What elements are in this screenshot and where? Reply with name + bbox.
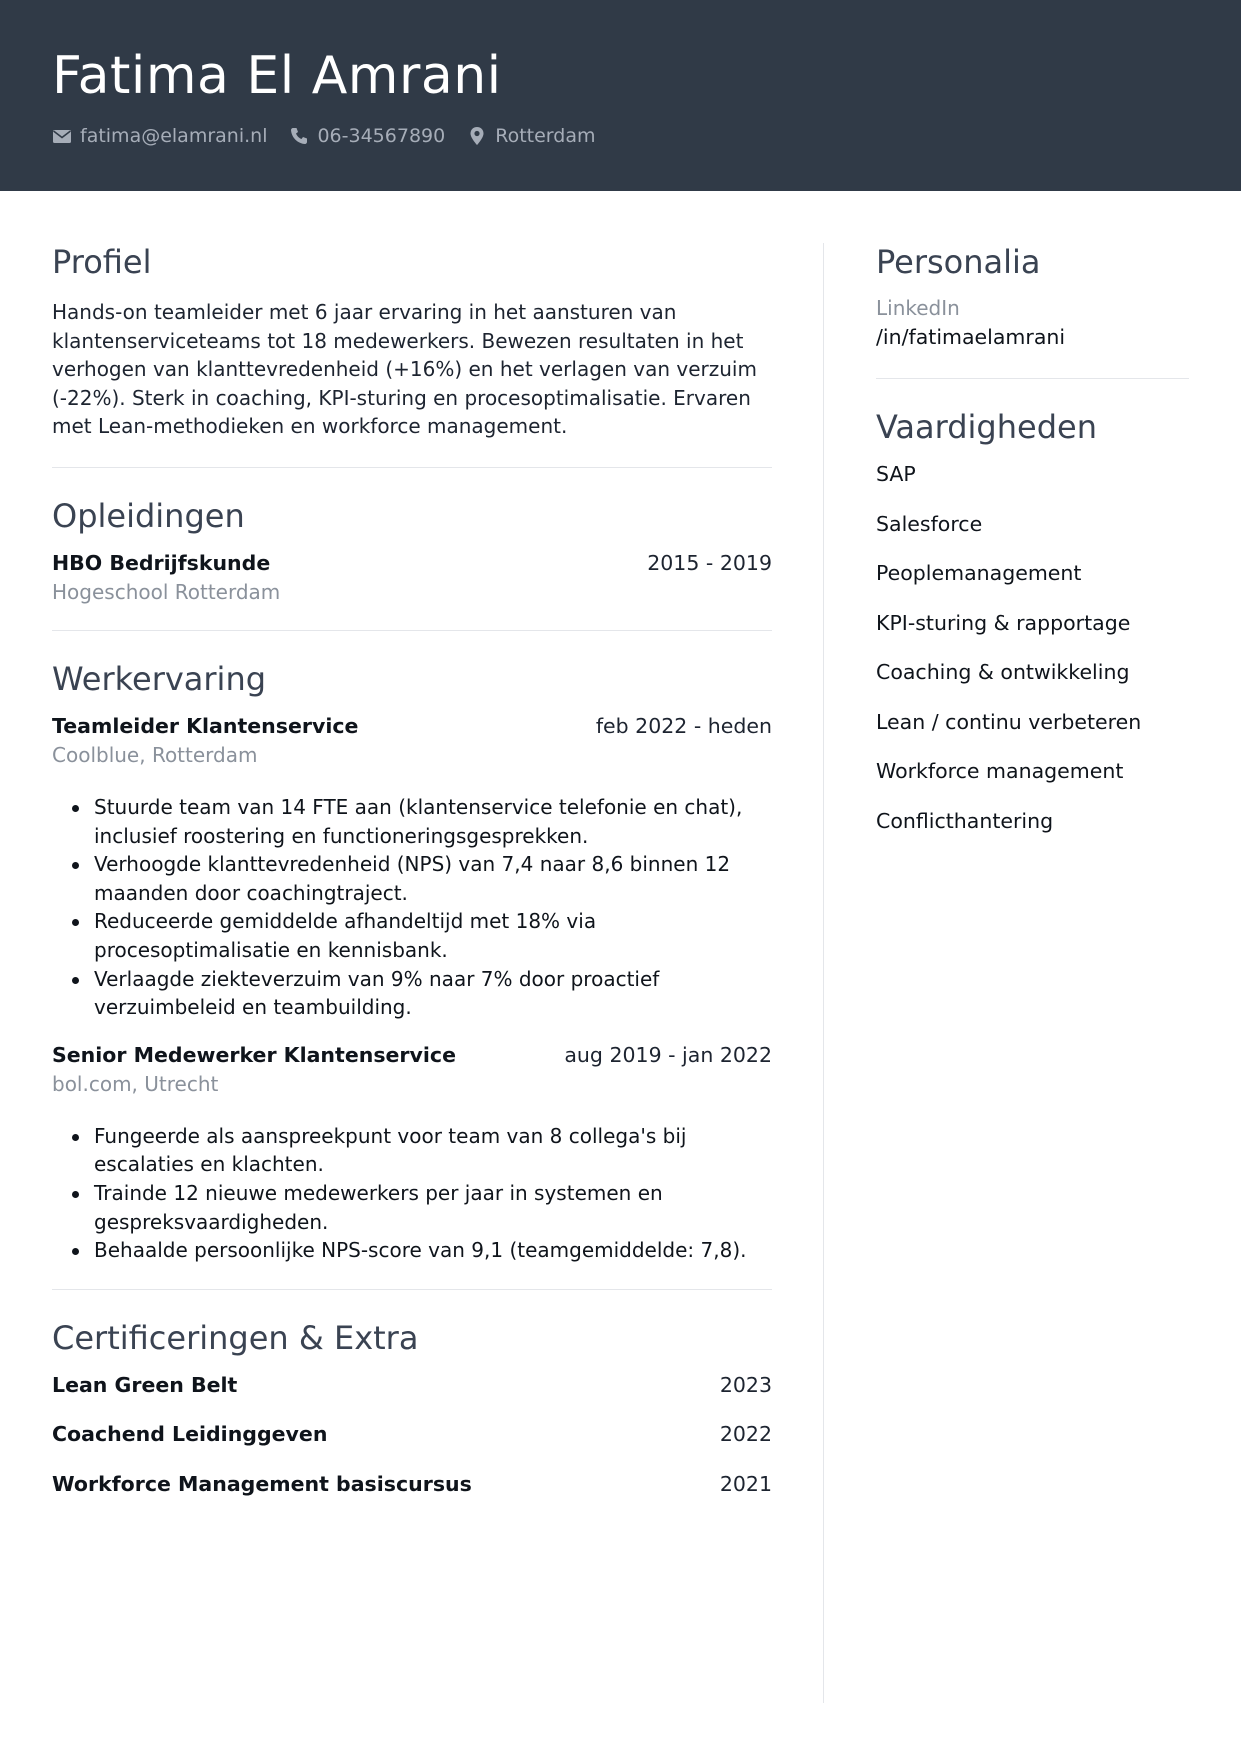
phone-icon xyxy=(289,126,309,146)
skill-item: Workforce management xyxy=(876,759,1124,783)
list-item: Verhoogde klanttevredenheid (NPS) van 7,4 naar 8,6 binnen 12 maanden door coachingtraject. xyxy=(94,850,772,907)
list-item: Stuurde team van 14 FTE aan (klantenservice telefonie en chat), inclusief roostering en functioneringsgesprekken. xyxy=(94,793,772,850)
skills-section xyxy=(876,405,1189,855)
experience-entry xyxy=(52,1040,772,1265)
skills-list xyxy=(876,459,1189,855)
profile-title: Profiel xyxy=(52,243,152,281)
skill-item: KPI-sturing & rapportage xyxy=(876,610,1131,635)
list-item: Behaalde persoonlijke NPS-score van 9,1 (teamgemiddelde: 7,8). xyxy=(94,1236,772,1265)
certification-name: Coachend Leidinggeven xyxy=(52,1422,328,1447)
list-item: Reduceerde gemiddelde afhandeltijd met 18% via procesoptimalisatie en kennisbank. xyxy=(94,907,772,964)
section-divider xyxy=(52,630,772,631)
personal-title: Personalia xyxy=(876,243,1041,281)
resume-header xyxy=(0,0,1241,191)
job-bullets xyxy=(52,793,772,1022)
school-name: Hogeschool Rotterdam xyxy=(52,579,281,604)
skill-item: Coaching & ontwikkeling xyxy=(876,660,1130,684)
job-period: aug 2019 - jan 2022 xyxy=(564,1042,772,1067)
map-pin-icon xyxy=(467,126,487,146)
certification-year: 2021 xyxy=(719,1471,772,1496)
skill-item: Conflicthantering xyxy=(876,808,1054,833)
education-entry xyxy=(52,548,772,606)
job-company: Coolblue, Rotterdam xyxy=(52,742,258,767)
certification-year: 2023 xyxy=(719,1372,772,1397)
profile-text: Hands-on teamleider met 6 jaar ervaring in het aansturen van klantenserviceteams tot 18 medewerkers. Bewezen resultaten in het verhogen van klanttevredenheid (+16%) en het verlagen van verzuim (-22%). Sterk in coaching, KPI-sturing en procesoptimalisatie. Ervaren met Lean-methodieken en workforce management. xyxy=(52,300,757,439)
experience-title: Werkervaring xyxy=(52,659,267,698)
profile-section xyxy=(52,240,772,441)
certification-row xyxy=(52,1419,772,1469)
envelope-icon xyxy=(52,126,72,146)
contact-bar xyxy=(52,122,595,150)
job-bullets xyxy=(52,1122,772,1265)
certifications-title: Certificeringen & Extra xyxy=(52,1318,419,1357)
contact-email[interactable] xyxy=(52,125,267,147)
candidate-name: Fatima El Amrani xyxy=(52,46,502,106)
main-column xyxy=(52,240,772,1518)
list-item: Trainde 12 nieuwe medewerkers per jaar in systemen en gespreksvaardigheden. xyxy=(94,1179,772,1236)
section-divider xyxy=(876,378,1189,379)
linkedin-link[interactable]: /in/fatimaelamrani xyxy=(876,325,1066,349)
column-divider xyxy=(823,243,824,1703)
location-text: Rotterdam xyxy=(495,125,596,147)
skill-item: Peoplemanagement xyxy=(876,561,1082,585)
section-divider xyxy=(52,1289,772,1290)
certification-name: Workforce Management basiscursus xyxy=(52,1471,472,1496)
degree-name: HBO Bedrijfskunde xyxy=(52,550,271,575)
experience-entry xyxy=(52,711,772,1022)
certification-row xyxy=(52,1469,772,1519)
job-role: Teamleider Klantenservice xyxy=(52,713,359,738)
education-title: Opleidingen xyxy=(52,496,245,535)
job-period: feb 2022 - heden xyxy=(595,713,772,738)
skill-item: SAP xyxy=(876,462,916,486)
phone-text: 06-34567890 xyxy=(317,125,446,147)
section-divider xyxy=(52,467,772,468)
certification-row xyxy=(52,1370,772,1420)
linkedin-label: LinkedIn xyxy=(876,296,960,320)
contact-phone[interactable] xyxy=(289,125,445,147)
personal-section xyxy=(876,240,1189,352)
skill-item: Salesforce xyxy=(876,511,983,536)
experience-section xyxy=(52,657,772,1265)
skills-title: Vaardigheden xyxy=(876,408,1097,446)
skill-item: Lean / continu verbeteren xyxy=(876,709,1142,734)
list-item: Fungeerde als aanspreekpunt voor team van 8 collega's bij escalaties en klachten. xyxy=(94,1122,772,1179)
certification-name: Lean Green Belt xyxy=(52,1372,238,1397)
side-column xyxy=(876,240,1189,855)
job-role: Senior Medewerker Klantenservice xyxy=(52,1042,456,1067)
job-company: bol.com, Utrecht xyxy=(52,1071,219,1096)
contact-location xyxy=(467,125,595,147)
certifications-section xyxy=(52,1316,772,1519)
list-item: Verlaagde ziekteverzuim van 9% naar 7% door proactief verzuimbeleid en teambuilding. xyxy=(94,965,772,1022)
education-years: 2015 - 2019 xyxy=(647,550,772,575)
education-section xyxy=(52,494,772,606)
certification-year: 2022 xyxy=(719,1422,772,1447)
email-text: fatima@elamrani.nl xyxy=(80,125,268,147)
